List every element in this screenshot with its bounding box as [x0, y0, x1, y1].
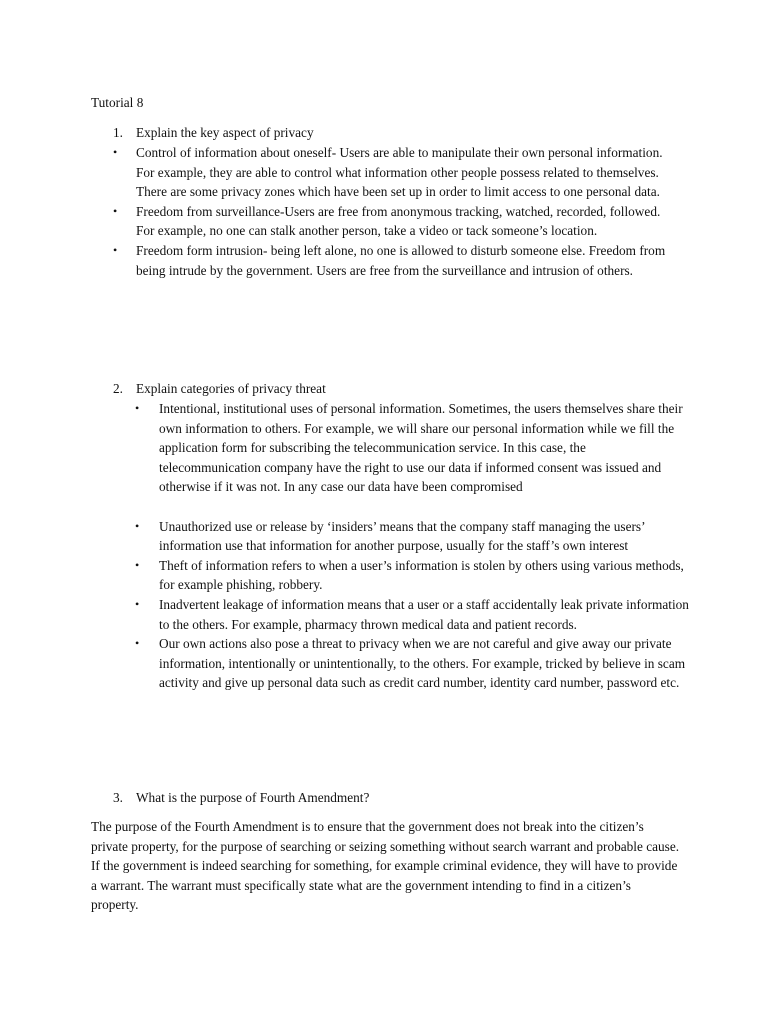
bullet-icon: •	[135, 557, 140, 572]
question-1-number: 1.	[113, 125, 123, 140]
bullet-icon: •	[113, 242, 118, 257]
list-item	[135, 595, 689, 634]
list-item-text: Control of information about oneself- Users are able to manipulate their own personal information. For example, they are able to control what information other people possess related to themselves. There are some privacy zones which have been set up in order to limit access to one personal data.	[136, 145, 663, 200]
list-item	[135, 399, 689, 497]
list-item	[135, 634, 689, 693]
question-2-bullet-list	[135, 399, 689, 693]
list-item-text: Theft of information refers to when a user’s information is stolen by others using various methods, for example phishing, robbery.	[159, 557, 684, 593]
list-item-text: Intentional, institutional uses of personal information. Sometimes, the users themselves share their own information to others. For example, we will share our personal information while we fill the application form for subscribing the telecommunication service. In this case, the telecommunication company have the right to use our data if informed consent was issued and otherwise if it was not. In any case our data have been compromised	[159, 401, 683, 495]
question-1-text: Explain the key aspect of privacy	[136, 125, 314, 140]
list-item	[113, 143, 681, 202]
list-item-text: Freedom from surveillance-Users are free from anonymous tracking, watched, recorded, followed. For example, no one can stalk another person, take a video or tack someone’s location.	[136, 203, 661, 239]
list-item	[113, 241, 681, 280]
list-item-text: Inadvertent leakage of information means that a user or a staff accidentally leak private information to the others. For example, pharmacy thrown medical data and patient records.	[159, 596, 689, 632]
list-item-text: Unauthorized use or release by ‘insiders’ means that the company staff managing the users’ information use that information for another purpose, usually for the staff’s own interest	[159, 518, 645, 554]
bullet-icon: •	[135, 596, 140, 611]
bullet-icon: •	[113, 203, 118, 218]
bullet-icon: •	[135, 518, 140, 533]
list-item	[135, 556, 689, 595]
bullet-icon: •	[135, 636, 140, 651]
list-item-text: Our own actions also pose a threat to privacy when we are not careful and give away our private information, intentionally or unintentionally, to the others. For example, tricked by believe in scam activity and give up personal data such as credit card number, identity card number, password etc.	[159, 636, 686, 691]
question-3	[113, 788, 673, 808]
bullet-icon: •	[135, 401, 140, 415]
question-1	[113, 123, 673, 143]
question-3-number: 3.	[113, 790, 123, 805]
document-title: Tutorial 8	[91, 95, 144, 110]
question-3-answer: The purpose of the Fourth Amendment is to ensure that the government does not break into the citizen’s private property, for the purpose of searching or seizing something without search warrant and probable cause. If the government is indeed searching for something, for example criminal evidence, they will have to provide a warrant. The warrant must specifically state what are the government intending to find in a citizen’s property.	[91, 819, 680, 913]
question-2-text: Explain categories of privacy threat	[136, 381, 326, 396]
list-item	[113, 202, 681, 241]
question-2-number: 2.	[113, 381, 123, 396]
list-item	[135, 517, 689, 556]
bullet-icon: •	[113, 145, 118, 159]
question-3-text: What is the purpose of Fourth Amendment?	[136, 790, 370, 805]
spacer	[159, 497, 689, 517]
list-item-text: Freedom form intrusion- being left alone, no one is allowed to disturb someone else. Freedom from being intrude by the government. Users are free from the surveillance and intrusion of others.	[136, 242, 666, 278]
question-2	[113, 379, 673, 399]
question-1-bullet-list	[113, 143, 681, 280]
